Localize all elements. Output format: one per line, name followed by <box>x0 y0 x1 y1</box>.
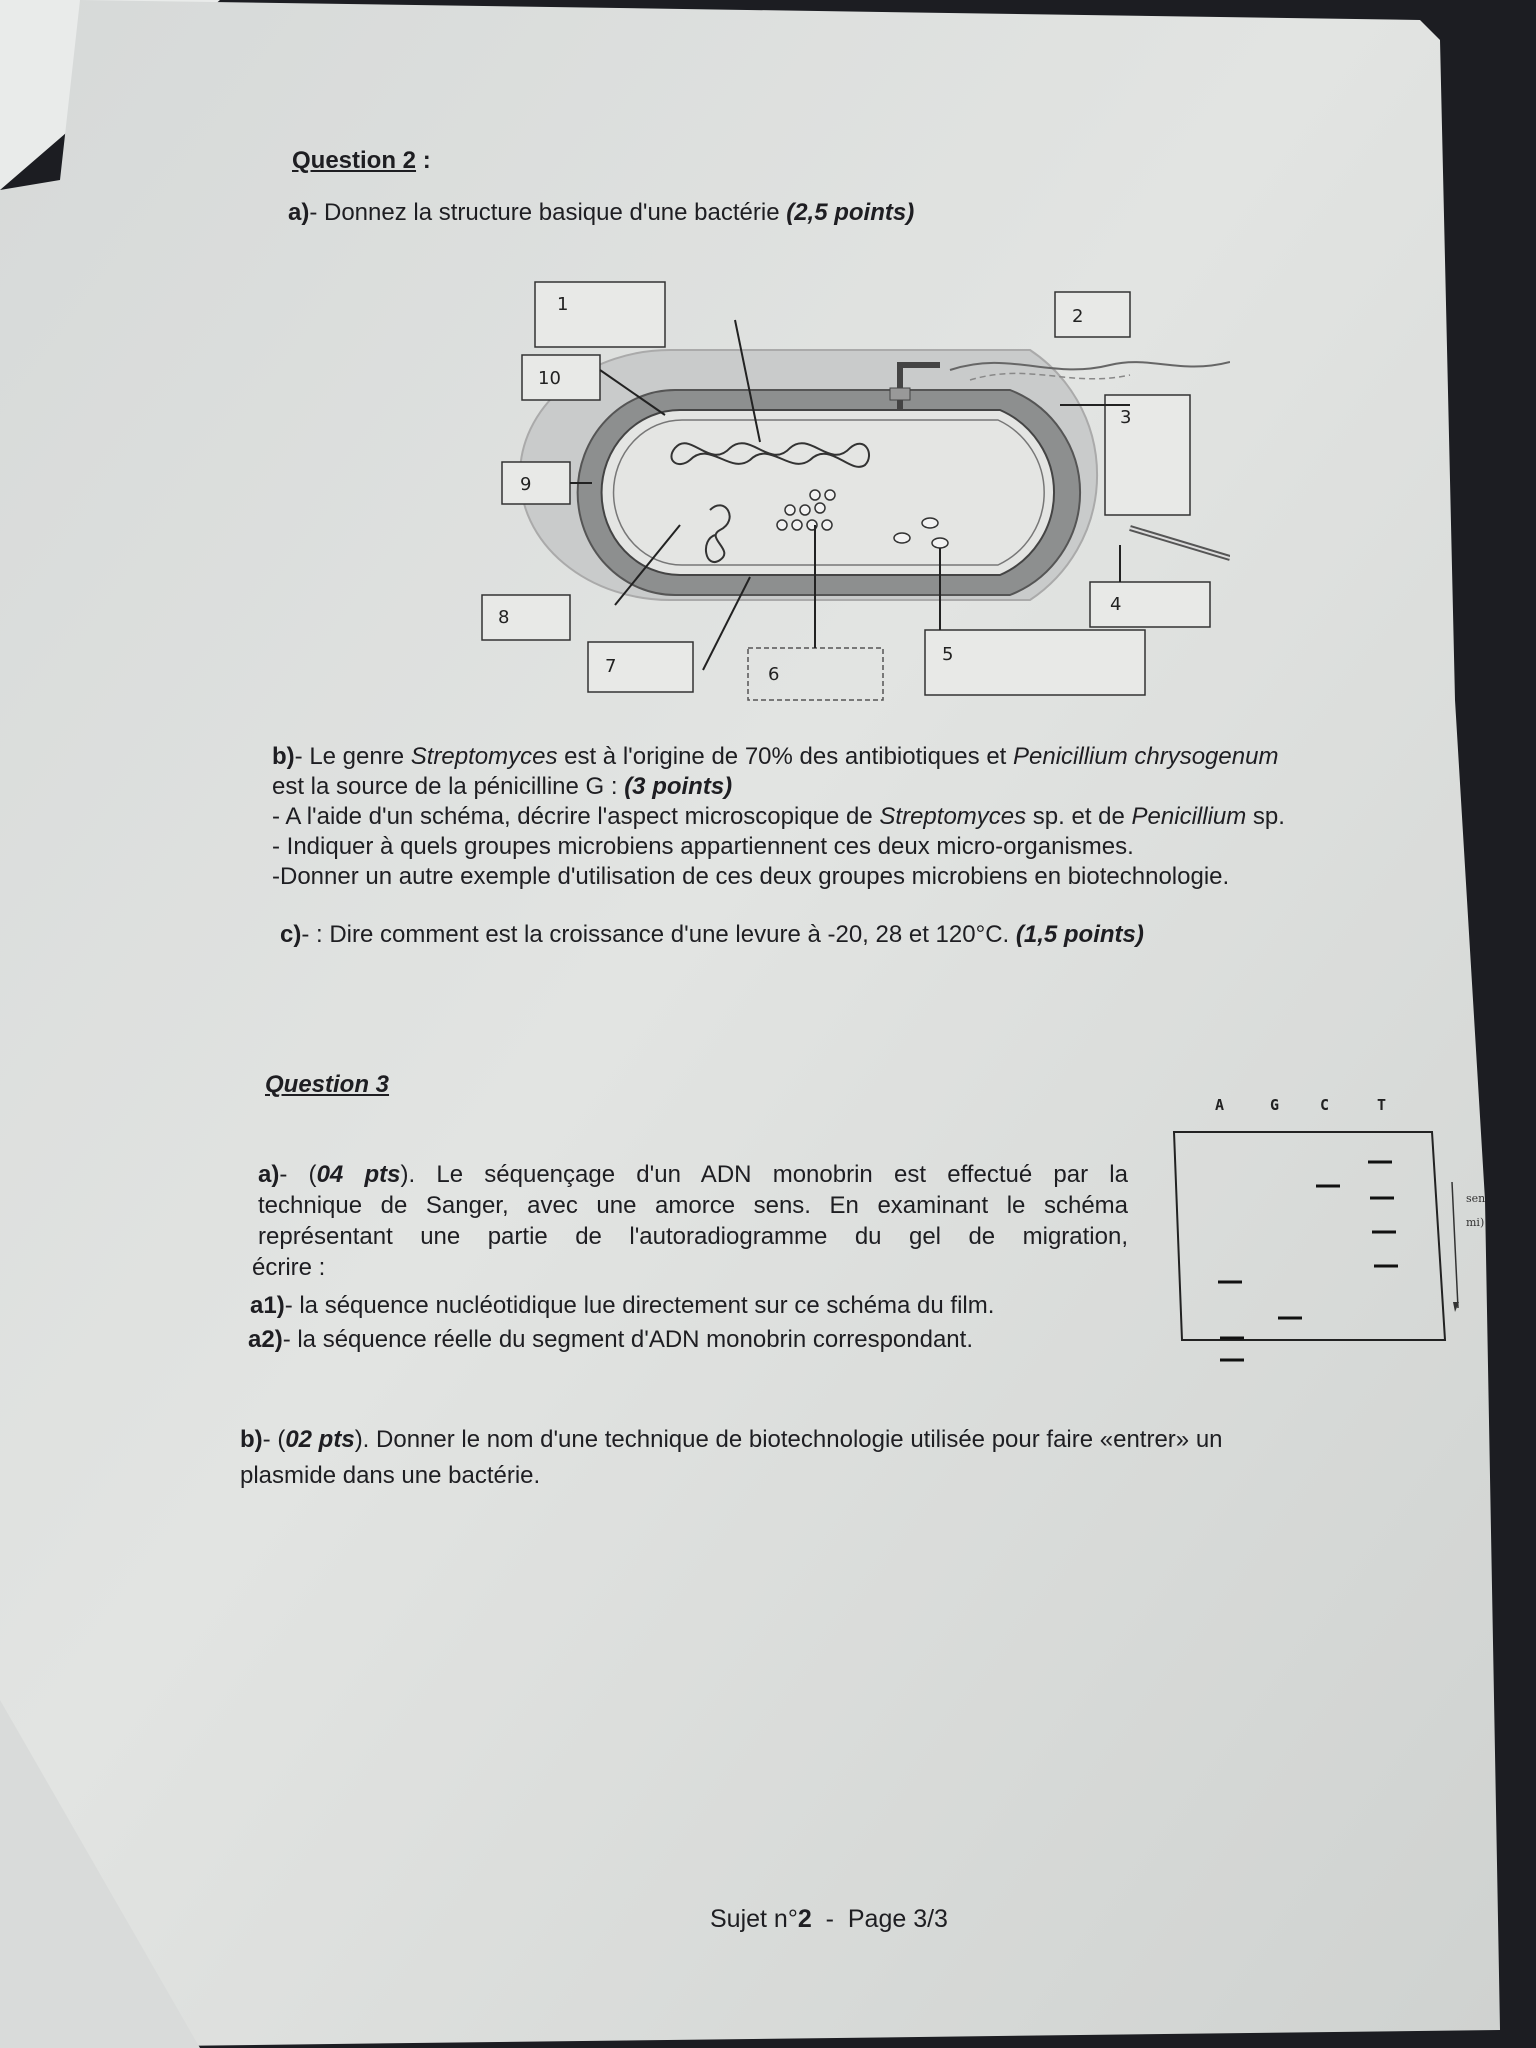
lane-label-c: C <box>1320 1096 1330 1114</box>
question-3a2 <box>248 1325 973 1355</box>
penicillium-italic: Penicillium <box>1131 803 1247 830</box>
question-3a2-text: - la séquence réelle du segment d'ADN monobrin correspondant. <box>282 1326 973 1353</box>
label-1: 1 <box>557 294 569 315</box>
question-3a-line1-rest: ). Le séquençage d'un ADN monobrin est effectué par la <box>400 1161 1128 1188</box>
genus-streptomyces: Streptomyces <box>410 743 558 770</box>
label-2: 2 <box>1072 306 1084 327</box>
question-2b-line1-b: est à l'origine de 70% des antibiotiques et <box>557 743 1013 770</box>
question-3-title: Question 3 <box>265 1071 390 1098</box>
label-box-8[interactable] <box>482 595 570 640</box>
question-3b-line1 <box>240 1425 1223 1455</box>
question-2b-line2-text: est la source de la pénicilline G : <box>272 773 625 800</box>
question-3a-prefix: a) <box>258 1161 280 1188</box>
question-2b-line4: - Indiquer à quels groupes microbiens appartiennent ces deux micro-organismes. <box>272 833 1134 860</box>
species-penicillium-chrysogenum: Penicillium chrysogenum <box>1013 743 1279 770</box>
migration-label-2: mi) <box>1466 1216 1485 1229</box>
question-2b-line3 <box>272 802 1285 832</box>
question-3a-open: - ( <box>279 1161 317 1188</box>
footer-separator: - <box>811 1905 848 1933</box>
label-box-4[interactable] <box>1090 582 1210 627</box>
question-2b-line2 <box>272 772 732 802</box>
question-2b-line1 <box>272 742 1278 772</box>
question-2c <box>280 920 1144 950</box>
question-3a1-text: - la séquence nucléotidique lue directement sur ce schéma du film. <box>284 1292 995 1319</box>
question-3a1-prefix: a1) <box>250 1292 285 1319</box>
streptomyces-italic: Streptomyces <box>879 803 1027 830</box>
question-3b-prefix: b) <box>240 1426 263 1453</box>
bacterium-structure-diagram <box>470 270 1230 710</box>
label-9: 9 <box>520 474 532 495</box>
question-2c-prefix: c) <box>280 921 302 948</box>
question-2-heading <box>292 146 431 176</box>
question-3a-pts: 04 pts <box>316 1161 401 1188</box>
footer-sujet: Sujet n° <box>710 1905 798 1933</box>
question-3a-line1 <box>258 1160 1128 1190</box>
lane-label-g: G <box>1270 1096 1280 1114</box>
question-3a-line4: écrire : <box>252 1254 326 1281</box>
footer-sujet-number: 2 <box>797 1905 812 1933</box>
label-box-3[interactable] <box>1105 395 1190 515</box>
question-3b-pts: 02 pts <box>285 1426 355 1453</box>
label-box-1[interactable] <box>535 282 665 347</box>
question-2c-points: (1,5 points) <box>1015 921 1144 948</box>
lane-label-a: A <box>1215 1096 1225 1114</box>
question-2b-prefix: b) <box>272 743 295 770</box>
label-4: 4 <box>1110 594 1122 615</box>
lane-label-t: T <box>1377 1096 1387 1114</box>
question-3b-open: - ( <box>262 1426 286 1453</box>
label-3: 3 <box>1120 407 1132 428</box>
sanger-autoradiogram <box>1170 1090 1500 1380</box>
question-2a-text: - Donnez la structure basique d'une bactérie <box>309 199 787 226</box>
label-box-10[interactable] <box>522 355 600 400</box>
label-box-9[interactable] <box>502 462 570 504</box>
page-footer <box>710 1904 948 1934</box>
question-3a-line3: représentant une partie de l'autoradiogramme du gel de migration, <box>258 1223 1128 1250</box>
question-2-colon: : <box>416 147 431 174</box>
label-box-7[interactable] <box>588 642 693 692</box>
label-5: 5 <box>942 644 954 665</box>
question-3a2-prefix: a2) <box>248 1326 283 1353</box>
gel-frame <box>1174 1132 1445 1340</box>
question-2b-line1-a: - Le genre <box>294 743 411 770</box>
gel-bands <box>1218 1162 1398 1360</box>
migration-label-1: sen <box>1466 1192 1486 1205</box>
question-2b-line3-b: sp. et de <box>1026 803 1132 830</box>
label-box-2[interactable] <box>1055 292 1130 337</box>
question-3a-line2: technique de Sanger, avec une amorce sens. En examinant le schéma <box>258 1192 1128 1219</box>
question-2a-points: (2,5 points) <box>786 199 915 226</box>
question-2b-points: (3 points) <box>624 773 733 800</box>
question-3b-line1-rest: ). Donner le nom d'une technique de biotechnologie utilisée pour faire «entrer» un <box>354 1426 1223 1453</box>
footer-page-number: Page 3/3 <box>847 1905 948 1933</box>
question-2b-line3-c: sp. <box>1246 803 1285 830</box>
label-8: 8 <box>498 607 510 628</box>
question-2b-line3-a: - A l'aide d'un schéma, décrire l'aspect microscopique de <box>272 803 880 830</box>
question-2a-prefix: a) <box>288 199 310 226</box>
question-2b-line5: -Donner un autre exemple d'utilisation de ces deux groupes microbiens en biotechnologie. <box>272 863 1230 890</box>
label-box-5[interactable] <box>925 630 1145 695</box>
label-10: 10 <box>538 368 561 389</box>
question-2a <box>288 198 914 228</box>
label-6: 6 <box>768 664 780 685</box>
question-2c-text: - : Dire comment est la croissance d'une levure à -20, 28 et 120°C. <box>301 921 1016 948</box>
question-3a1 <box>250 1291 994 1321</box>
label-7: 7 <box>605 656 617 677</box>
migration-arrow <box>1452 1182 1458 1308</box>
question-3b-line2: plasmide dans une bactérie. <box>240 1462 541 1489</box>
question-2-title: Question 2 <box>292 147 417 174</box>
